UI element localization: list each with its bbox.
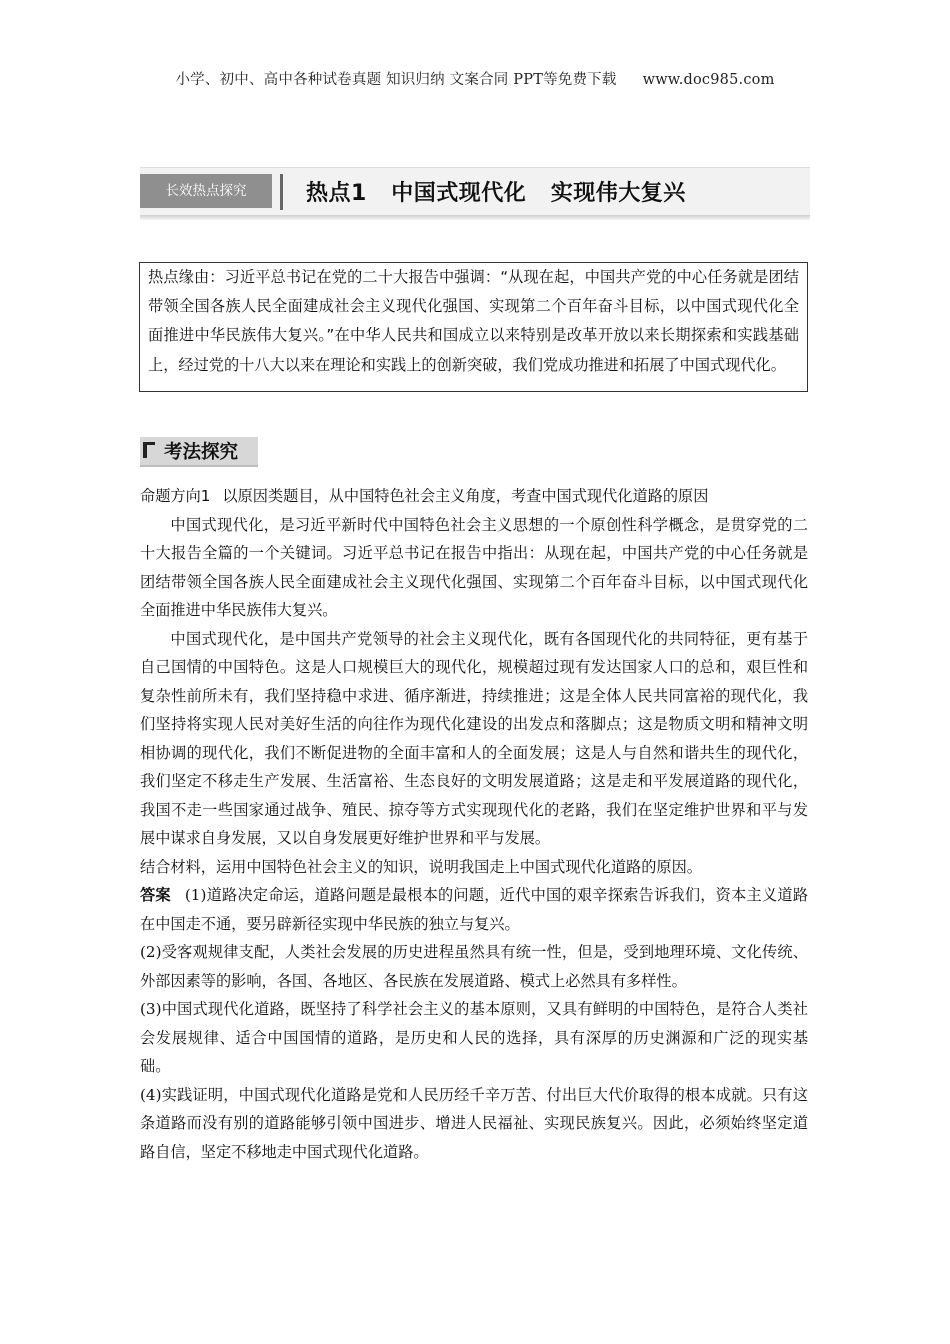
banner-shadow — [140, 215, 810, 220]
answer-item-2: (2)受客观规律支配，人类社会发展的历史进程虽然具有统一性，但是，受到地理环境、文化传统、外部因素等的影响，各国、各地区、各民族在发展道路、模式上必然具有多样性。 — [140, 943, 808, 990]
material-paragraph-1: 中国式现代化，是习近平新时代中国特色社会主义思想的一个原创性科学概念，是贯穿党的二十大报告全篇的一个关键词。习近平总书记在报告中指出：从现在起，中国共产党的中心任务就是团结带领全国各族人民全面建成社会主义现代化强国、实现第二个百年奋斗目标，以中国式现代化全面推进中华民族伟大复兴。 — [140, 515, 808, 619]
question-content — [140, 482, 808, 1166]
header-website[interactable]: www.doc985.com — [642, 72, 775, 88]
section-heading — [140, 437, 258, 467]
answer-item-3: (3)中国式现代化道路，既坚持了科学社会主义的基本原则，又具有鲜明的中国特色，是符合人类社会发展规律、适合中国国情的道路，是历史和人民的选择，具有深厚的历史渊源和广泛的现实基础。 — [140, 1000, 808, 1075]
banner-tag: 长效热点探究 — [140, 174, 272, 208]
banner-divider — [280, 174, 283, 210]
material-paragraph-2: 中国式现代化，是中国共产党领导的社会主义现代化，既有各国现代化的共同特征，更有基于自己国情的中国特色。这是人口规模巨大的现代化，规模超过现有发达国家人口的总和，艰巨性和复杂性前所未有，我们坚持稳中求进、循序渐进，持续推进；这是全体人民共同富裕的现代化，我们坚持将实现人民对美好生活的向往作为现代化建设的出发点和落脚点；这是物质文明和精神文明相协调的现代化，我们不断促进物的全面丰富和人的全面发展；这是人与自然和谐共生的现代化，我们坚定不移走生产发展、生活富裕、生态良好的文明发展道路；这是走和平发展道路的现代化，我国不走一些国家通过战争、殖民、掠夺等方式实现现代化的老路，我们在坚定维护世界和平与发展中谋求自身发展，又以自身发展更好维护世界和平与发展。 — [140, 629, 808, 847]
header-left-text: 小学、初中、高中各种试卷真题 知识归纳 文案合同 PPT等免费下载 — [175, 72, 617, 88]
answer-item-1 — [140, 881, 808, 938]
banner-title: 热点1 中国式现代化 实现伟大复兴 — [306, 181, 686, 206]
answer-item-4: (4)实践证明，中国式现代化道路是党和人民历经千辛万苦、付出巨大代价取得的根本成就。只有这条道路而没有别的道路能够引领中国进步、增进人民福祉、实现民族复兴。因此，必须始终坚定道路自信，坚定不移地走中国式现代化道路。 — [140, 1085, 808, 1161]
page-header — [0, 68, 950, 89]
topic-label: 命题方向1 — [140, 487, 211, 505]
section-marker-icon — [143, 442, 155, 458]
answer-item-1-text: (1)道路决定命运，道路问题是最根本的问题，近代中国的艰辛探索告诉我们，资本主义道路在中国走不通，要另辟新径实现中华民族的独立与复兴。 — [140, 886, 809, 933]
answer-label: 答案 — [140, 886, 171, 904]
hot-topic-origin-box — [139, 262, 808, 392]
origin-text: 热点缘由：习近平总书记在党的二十大报告中强调：“从现在起，中国共产党的中心任务就是团结带领全国各族人民全面建成社会主义现代化强国、实现第二个百年奋斗目标，以中国式现代化全面推进中华民族伟大复兴。”在中华人民共和国成立以来特别是改革开放以来长期探索和实践基础上，经过党的十八大以来在理论和实践上的创新突破，我们党成功推进和拓展了中国式现代化。 — [148, 268, 799, 374]
topic-text: 以原因类题目，从中国特色社会主义角度，考查中国式现代化道路的原因 — [222, 487, 709, 505]
section-title: 考法探究 — [164, 442, 239, 463]
topic-line — [140, 482, 808, 511]
topic-banner — [140, 167, 810, 216]
question-prompt: 结合材料，运用中国特色社会主义的知识，说明我国走上中国式现代化道路的原因。 — [140, 857, 702, 876]
